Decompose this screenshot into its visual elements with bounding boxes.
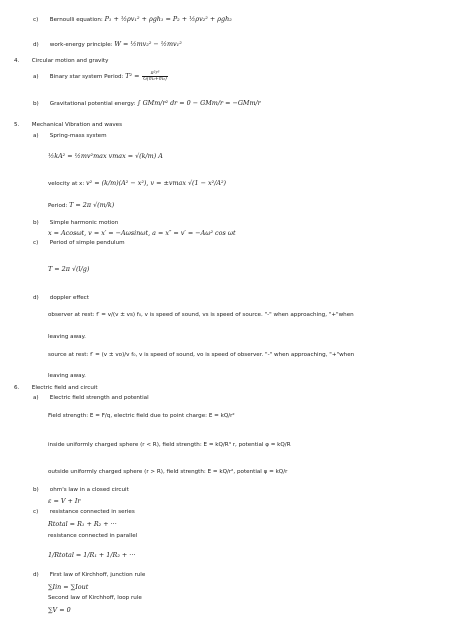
- spring-energy-formula: ½kA² = ½mv²max vmax = √(k/m) A: [48, 152, 163, 160]
- item-label: d): [33, 42, 39, 48]
- item-label: c): [33, 509, 39, 515]
- parallel-text: resistance connected in parallel: [48, 533, 138, 539]
- item-label: a): [33, 74, 39, 81]
- item-label: a): [33, 395, 39, 401]
- shm-heading: [33, 219, 118, 227]
- kirchhoff-heading: [33, 571, 145, 579]
- item-label: d): [33, 572, 39, 578]
- ohm-text: ohm's law in a closed circuit: [49, 487, 129, 493]
- inside-sphere-line: inside uniformly charged sphere (r < R), field strength: E = kQ/R³ r, potential φ = kQ/R: [48, 442, 291, 448]
- binary-star-text: Binary star system Period:: [49, 74, 124, 81]
- electric-field-heading: [33, 394, 149, 402]
- period-line: [48, 201, 114, 210]
- item-label: b): [33, 101, 39, 107]
- spring-mass-text: Spring-mass system: [49, 133, 107, 139]
- series-heading: [33, 508, 135, 516]
- spring-mass-heading: [33, 132, 107, 140]
- work-energy-formula: W = ½mv₂² − ½mv₁²: [114, 40, 182, 48]
- doppler-heading: [33, 294, 89, 302]
- fraction-denominator: G(m₁+m₂): [143, 77, 167, 83]
- electric-field-text: Electric field strength and potential: [49, 395, 149, 401]
- ohm-heading: [33, 486, 129, 494]
- grav-potential-formula: ∫ GMm/r² dr = 0 − GMm/r = −GMm/r: [137, 99, 261, 107]
- velocity-line: [48, 179, 226, 188]
- work-energy-text: work-energy principle:: [49, 42, 113, 48]
- period-formula: T = 2π √(m/k): [69, 201, 115, 209]
- section-title: Electric field and circuit: [31, 385, 98, 391]
- shm-text: Simple harmonic motion: [49, 220, 119, 226]
- binary-star-fraction: [142, 71, 168, 82]
- parallel-formula: 1/Rtotal = 1/R₁ + 1/R₂ + ···: [48, 551, 136, 559]
- item-label: c): [33, 240, 39, 246]
- bernoulli-text: Bernoulli equation:: [49, 17, 103, 23]
- bernoulli-formula: P₁ + ½ρv₁² + ρgh₁ = P₂ + ½ρv₂² + ρgh₂: [104, 15, 232, 23]
- section-number: 5.: [14, 122, 20, 128]
- item-label: b): [33, 220, 39, 226]
- shm-formula: x = Acosωt, v = x′ = −Aωsinωt, a = x″ = v′ = −Aω² cos ωt: [48, 229, 236, 237]
- velocity-text: velocity at x:: [48, 181, 85, 187]
- work-energy-line: [33, 40, 182, 49]
- series-formula: Rtotal = R₁ + R₂ + ···: [48, 520, 117, 528]
- period-text: Period:: [48, 203, 68, 209]
- pendulum-heading: [33, 239, 125, 247]
- item-label: a): [33, 133, 39, 139]
- doppler-text: doppler effect: [49, 295, 89, 301]
- binary-star-line: [33, 71, 169, 82]
- velocity-formula: v² = (k/m)(A² − x²), v = ±vmax √(1 − x²/A²): [86, 179, 227, 187]
- bernoulli-line: [33, 15, 232, 24]
- binary-star-lhs: T² =: [125, 72, 140, 81]
- section-title: Mechanical Vibration and waves: [31, 122, 123, 128]
- grav-potential-text: Gravitational potential energy:: [49, 101, 136, 107]
- section-title: Circular motion and gravity: [31, 58, 109, 64]
- item-label: b): [33, 487, 39, 493]
- item-label: d): [33, 295, 39, 301]
- section-heading-6: [14, 384, 98, 392]
- observer-rest-line: observer at rest: f′ = v/(v ± vs) f₀, v is speed of sound, vs is speed of source. "-" when approaching, "+"when: [48, 312, 354, 318]
- field-strength-line: Field strength: E = F/q, electric field due to point charge: E = kQ/r²: [48, 413, 235, 419]
- series-text: resistance connected in series: [49, 509, 135, 515]
- source-rest-line: source at rest: f′ = (v ± vo)/v f₀, v is speed of sound, vo is speed of observer. "-" when approaching, "+"when: [48, 352, 355, 358]
- fraction-numerator: π²r³: [142, 71, 168, 77]
- loop-formula: ∑V = 0: [48, 606, 71, 614]
- section-heading-4: [14, 57, 108, 65]
- section-number: 4.: [14, 58, 20, 64]
- section-heading-5: [14, 121, 122, 129]
- second-law-text: Second law of Kirchhoff, loop rule: [48, 595, 142, 601]
- pendulum-text: Period of simple pendulum: [49, 240, 125, 246]
- section-number: 6.: [14, 385, 20, 391]
- leaving-away-line: leaving away.: [48, 373, 86, 379]
- item-label: c): [33, 17, 39, 23]
- leaving-away-line: leaving away.: [48, 334, 86, 340]
- junction-formula: ∑Iin = ∑Iout: [48, 583, 89, 591]
- outside-sphere-line: outside uniformly charged sphere (r > R), field strength: E = kQ/r², potential φ = kQ/r: [48, 469, 288, 475]
- ohm-formula: ε = V + Ir: [48, 497, 81, 505]
- grav-potential-line: [33, 99, 261, 108]
- pendulum-formula: T = 2π √(l/g): [48, 265, 90, 273]
- kirchhoff-text: First law of Kirchhoff, junction rule: [49, 572, 146, 578]
